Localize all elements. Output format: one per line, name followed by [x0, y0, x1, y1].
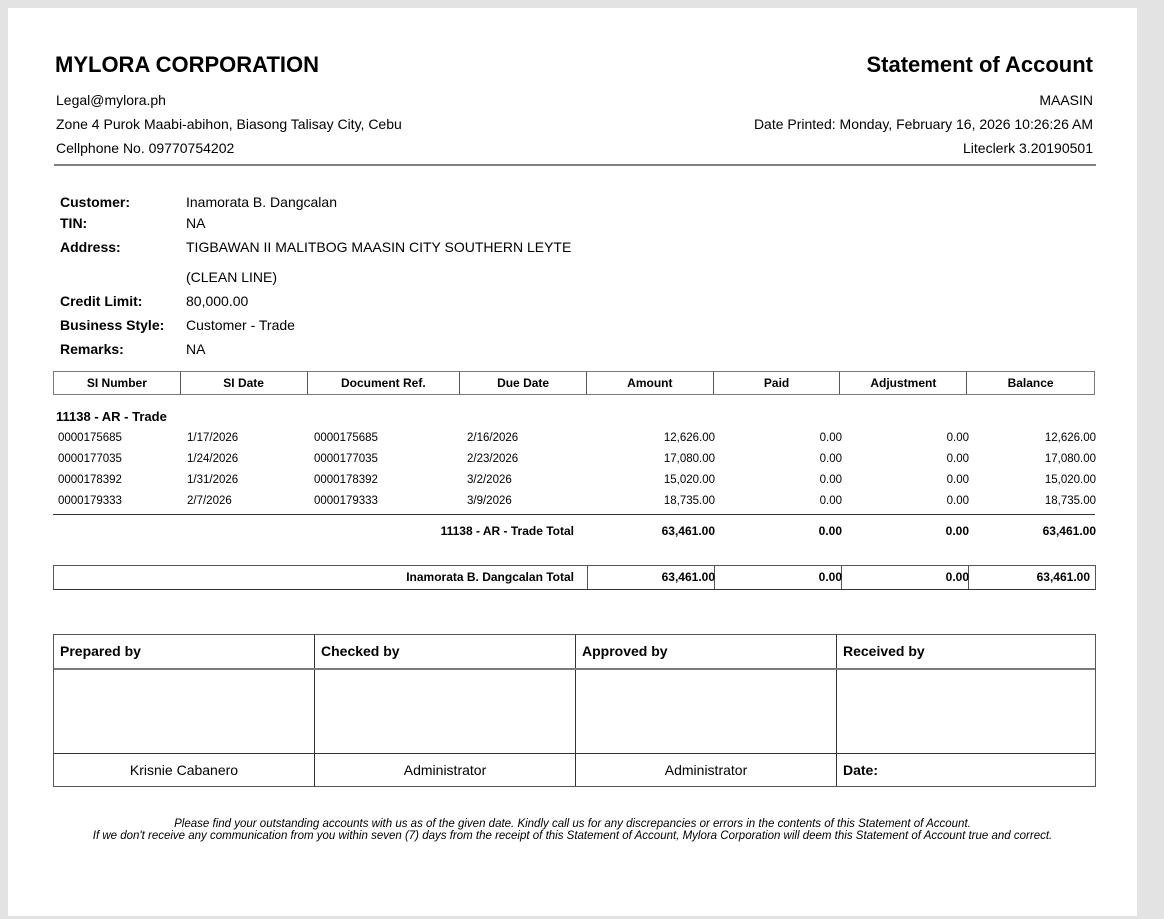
document-ref: 0000179333: [314, 495, 378, 507]
column-header-adjustment: Adjustment: [840, 372, 967, 394]
adjustment: 0.00: [946, 495, 969, 507]
column-header-si-number: SI Number: [54, 372, 181, 394]
approved-by-name: Administrator: [664, 762, 748, 778]
table-header: [53, 371, 1095, 395]
table-row: [53, 429, 1095, 450]
group-total-amount: 63,461.00: [661, 524, 715, 538]
business-style-label: Business Style:: [60, 317, 165, 333]
prepared-by-name: Krisnie Cabanero: [129, 762, 239, 778]
table-row: [53, 450, 1095, 471]
company-email: Legal@mylora.ph: [56, 92, 166, 108]
company-address: Zone 4 Purok Maabi-abihon, Biasong Talisay City, Cebu: [56, 116, 402, 132]
sig-divider: [836, 635, 837, 786]
company-name: MYLORA CORPORATION: [55, 52, 319, 77]
account-group-title: 11138 - AR - Trade: [56, 409, 167, 424]
customer-total-label: Inamorata B. Dangcalan Total: [406, 570, 574, 584]
date-printed: Date Printed: Monday, February 16, 2026 10:26:26 AM: [753, 116, 1093, 132]
remarks-value: NA: [186, 341, 206, 357]
header-divider: [54, 164, 1096, 166]
document-title: Statement of Account: [866, 52, 1093, 77]
customer-name: Inamorata B. Dangcalan: [186, 194, 337, 210]
paid: 0.00: [819, 432, 842, 444]
prepared-by-label: Prepared by: [60, 643, 141, 659]
due-date: 2/16/2026: [467, 432, 519, 444]
balance: 18,735.00: [1044, 495, 1096, 507]
due-date: 3/2/2026: [467, 474, 512, 486]
document-ref: 0000178392: [314, 474, 378, 486]
remarks-label: Remarks:: [60, 341, 124, 357]
due-date: 2/23/2026: [467, 453, 519, 465]
customer-total-paid: 0.00: [818, 570, 842, 584]
customer-total-adjustment: 0.00: [945, 570, 969, 584]
si-date: 1/24/2026: [187, 453, 239, 465]
group-total-row: [53, 523, 1095, 543]
group-total-adjustment: 0.00: [945, 524, 969, 538]
amount: 15,020.00: [663, 474, 715, 486]
group-total-balance: 63,461.00: [1042, 524, 1096, 538]
business-style-value: Customer - Trade: [186, 317, 295, 333]
checked-by-name: Administrator: [403, 762, 487, 778]
signature-block: [53, 634, 1096, 787]
paid: 0.00: [819, 453, 842, 465]
column-header-paid: Paid: [714, 372, 841, 394]
paid: 0.00: [819, 495, 842, 507]
statement-page: [8, 8, 1137, 916]
adjustment: 0.00: [946, 453, 969, 465]
si-number: 0000178392: [58, 474, 122, 486]
balance: 12,626.00: [1044, 432, 1096, 444]
customer-label: Customer:: [60, 194, 131, 210]
amount: 12,626.00: [663, 432, 715, 444]
customer-total-balance: 63,461.00: [1036, 570, 1090, 584]
tin-label: TIN:: [60, 215, 88, 231]
approved-by-label: Approved by: [582, 643, 668, 659]
table-row: [53, 492, 1095, 513]
address-label: Address:: [60, 239, 121, 255]
paid: 0.00: [819, 474, 842, 486]
amount: 18,735.00: [663, 495, 715, 507]
si-date: 2/7/2026: [187, 495, 232, 507]
column-header-amount: Amount: [587, 372, 714, 394]
adjustment: 0.00: [946, 432, 969, 444]
footer-note-line2: If we don't receive any communication from you within seven (7) days from the receipt of this Statement of Account, Mylora Corporation will deem this Statement of Account true and correct.: [92, 830, 1053, 842]
document-ref: 0000177035: [314, 453, 378, 465]
due-date: 3/9/2026: [467, 495, 512, 507]
received-by-label: Received by: [843, 643, 925, 659]
branch-name: MAASIN: [1039, 92, 1093, 108]
footer-note-line1: Please find your outstanding accounts with us as of the given date. Kindly call us for any discrepancies or errors in the contents of this Statement of Account.: [174, 818, 971, 830]
balance: 15,020.00: [1044, 474, 1096, 486]
customer-total-amount: 63,461.00: [661, 570, 715, 584]
sig-name-divider: [54, 753, 1095, 754]
si-date: 1/17/2026: [187, 432, 239, 444]
si-number: 0000179333: [58, 495, 122, 507]
group-total-paid: 0.00: [818, 524, 842, 538]
amount: 17,080.00: [663, 453, 715, 465]
si-number: 0000177035: [58, 453, 122, 465]
adjustment: 0.00: [946, 474, 969, 486]
credit-limit-value: 80,000.00: [186, 293, 249, 309]
column-header-document-ref: Document Ref.: [308, 372, 461, 394]
credit-limit-label: Credit Limit:: [60, 293, 143, 309]
column-header-si-date: SI Date: [181, 372, 308, 394]
address-line2: (CLEAN LINE): [186, 269, 278, 285]
checked-by-label: Checked by: [321, 643, 400, 659]
cell-divider: [587, 566, 588, 589]
si-number: 0000175685: [58, 432, 122, 444]
rows-divider: [53, 514, 1095, 515]
document-ref: 0000175685: [314, 432, 378, 444]
customer-total-row: [53, 565, 1096, 590]
company-phone: Cellphone No. 09770754202: [56, 140, 235, 156]
tin-value: NA: [186, 215, 206, 231]
address-line1: TIGBAWAN II MALITBOG MAASIN CITY SOUTHERN LEYTE: [186, 239, 572, 255]
group-total-label: 11138 - AR - Trade Total: [440, 524, 574, 538]
balance: 17,080.00: [1044, 453, 1096, 465]
si-date: 1/31/2026: [187, 474, 239, 486]
column-header-balance: Balance: [1007, 376, 1054, 390]
column-header-due-date: Due Date: [460, 372, 587, 394]
sig-header-divider: [54, 668, 1095, 670]
table-row: [53, 471, 1095, 492]
software-version: Liteclerk 3.20190501: [963, 140, 1093, 156]
received-date-label: Date:: [843, 762, 879, 778]
